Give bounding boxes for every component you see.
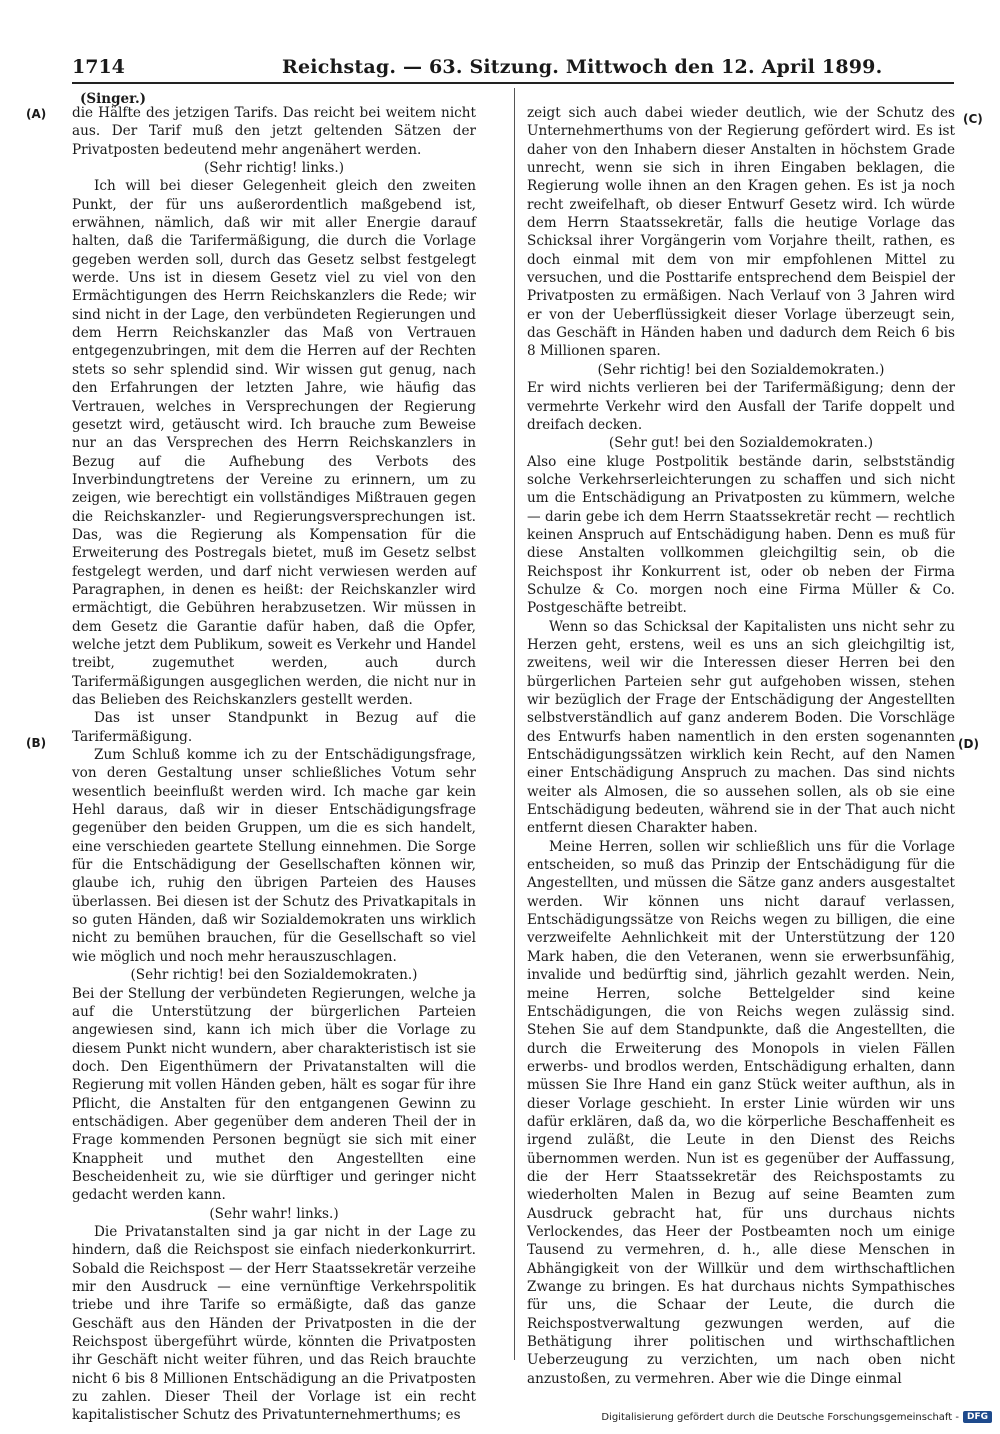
paragraph: Zum Schluß komme ich zu der Entschädigungsfrage, von deren Gestaltung unser schließliches Votum sehr wesentlich beeinflußt werden wird. Ich mache gar kein Hehl daraus, daß wir in dieser Entschädigungsfrage gegenüber den beiden Gruppen, um die es sich handelt, eine verschieden geartete Stellung einnehmen. Die Sorge für die Entschädigung der Gesellschaften können wir, glaube ich, ruhig den übrigen Parteien des Hauses überlassen. Bei diesen ist der Schutz des Privatkapitals in so guten Händen, daß wir Sozialdemokraten uns wirklich nicht zu bemühen brauchen, für die Gesellschaft so viel wie möglich und noch mehr herauszuschlagen. (72, 747, 476, 965)
margin-letter-a: (A) (26, 107, 47, 121)
paragraph: Die Privatanstalten sind ja gar nicht in der Lage zu hindern, daß die Reichspost sie einfach niederkonkurrirt. Sobald die Reichspost — der Herr Staatssekretär verzeihe mir den Ausdruck — eine vernünftige Verkehrspolitik triebe und ihre Tarife so ermäßigte, daß das ganze Geschäft aus den Händen der Privatposten in die der Reichspost übergeführt würde, könnten die Privatposten ihr Geschäft nicht weiter führen, und das Reich brauchte nicht 6 bis 8 Millionen Entschädigung an die Privatposten zu zahlen. Dieser Theil der Vorlage ist ein recht kapitalistischer Schutz des Privatunternehmerthums; es (72, 1223, 476, 1424)
paragraph: Ich will bei dieser Gelegenheit gleich den zweiten Punkt, der für uns außerordentlich maßgebend ist, erwähnen, nämlich, daß wir mit aller Energie darauf halten, daß die Tarifermäßigung, die durch die Vorlage gegeben werden soll, durch das Gesetz selbst festgelegt werde. Uns ist in diesem Gesetz viel zu viel von den Ermächtigungen des Herrn Reichskanzlers die Rede; wir sind nicht in der Lage, den verbündeten Regierungen und dem Herrn Reichskanzler das Maß von Vertrauen entgegenzubringen, mit dem die Herren auf der Rechten stets so sehr splendid sind. Wir wissen gut genug, nach den Erfahrungen der letzten Jahre, wie häufig das Vertrauen, welches in Versprechungen der Regierung gesetzt wird, getäuscht wird. Ich brauche zum Beweise nur an das Versprechen des Herrn Reichskanzlers in Bezug auf die Aufhebung des Verbots des Inverbindungtretens der Vereine zu erinnern, um zu zeigen, wie berechtigt ein vollständiges Mißtrauen gegen die Reichskanzler- und Regierungsversprechungen ist. Das, was die Regierung als Kompensation für die Erweiterung des Postregals bietet, muß im Gesetz selbst festgelegt werden, und darf nicht verwiesen werden auf Paragraphen, in denen es heißt: der Reichskanzler wird ermächtigt, die Gebühren herabzusetzen. Wir müssen in dem Gesetz die Garantie dafür haben, daß die Opfer, welche jetzt dem Publikum, soweit es Verkehr und Handel treibt, zugemuthet werden, auch durch Tarifermäßigungen ausgeglichen werden, die nicht nur in das Belieben des Reichskanzlers gestellt werden. (72, 178, 476, 708)
paragraph: Bei der Stellung der verbündeten Regierungen, welche ja auf die Unterstützung der bürgerlichen Parteien angewiesen sind, kann ich mich über die Vorlage zu diesem Punkt nicht wundern, aber charakteristisch ist sie doch. Den Eigenthümern der Privatanstalten will die Regierung mit vollen Händen geben, hält es sogar für ihre Pflicht, die Anstalten für den entgangenen Gewinn zu entschädigen. Aber gegenüber dem anderen Theil der in Frage kommenden Personen begnügt sie sich mit einer Knappheit und muthet den Angestellten eine Bescheidenheit zu, wie sie dürftiger und geringer nicht gedacht werden kann. (72, 985, 476, 1204)
paragraph: Wenn so das Schicksal der Kapitalisten uns nicht sehr zu Herzen geht, erstens, weil es uns an sich gleichgiltig ist, zweitens, weil wir die Interessen dieser Herren bei den bürgerlichen Parteien sehr gut aufgehoben wissen, stehen wir bezüglich der Frage der Entschädigung der Angestellten selbstverständlich auf ganz anderem Boden. Die Vorschläge des Entwurfs haben namentlich in den ersten sogenannten Entschädigungssätzen wirklich kein Recht, auf den Namen einer Entschädigung Anspruch zu machen. Das sind nichts weiter als Almosen, die so aussehen sollen, als ob sie eine Entschädigung bedeuten, während sie in der That auch nicht entfernt diesen Charakter haben. (527, 618, 955, 837)
margin-letter-c: (C) (963, 112, 983, 126)
footer-text: Digitalisierung gefördert durch die Deutsche Forschungsgemeinschaft - (601, 1411, 959, 1423)
dfg-logo: DFG (963, 1411, 992, 1423)
margin-letter-b: (B) (26, 736, 47, 750)
page-number: 1714 (72, 56, 125, 78)
right-column (527, 104, 955, 1388)
interjection: (Sehr wahr! links.) (209, 1205, 339, 1222)
interjection: (Sehr richtig! links.) (203, 160, 345, 177)
interjection: (Sehr richtig! bei den Sozialdemokraten.) (130, 967, 418, 984)
column-divider (514, 88, 515, 1360)
paragraph: die Hälfte des jetzigen Tarifs. Das reicht bei weitem nicht aus. Der Tarif muß den jetzt geltenden Sätzen der Privatposten bedeutend mehr angenähert werden. (72, 105, 476, 158)
paragraph: Er wird nichts verlieren bei der Tarifermäßigung; denn der vermehrte Verkehr wird den Ausfall der Tarife doppelt und dreifach decken. (527, 380, 955, 433)
speaker-name: (Singer.) (80, 91, 147, 107)
interjection: (Sehr gut! bei den Sozialdemokraten.) (608, 435, 874, 452)
paragraph: zeigt sich auch dabei wieder deutlich, wie der Schutz des Unternehmerthums von der Regierung gefördert wird. Es ist daher von den Inhabern dieser Anstalten in höchstem Grade unrecht, wenn sie sich in ihren Eingaben beklagen, die Regierung wolle ihnen an den Kragen gehen. Es ist ja noch recht zweifelhaft, ob dieser Entwurf Gesetz wird. Ich würde dem Herrn Staatssekretär, falls die heutige Vorlage das Schicksal ihrer Vorgängerin vom Vorjahre theilt, rathen, es doch einmal mit dem von mir empfohlenen Mittel zu versuchen, und die Posttarife entsprechend dem Beispiel der Privatposten zu ermäßigen. Nach Verlauf von 3 Jahren wird er von der Ueberflüssigkeit dieser Vorlage überzeugt sein, das Geschäft in Händen haben und dadurch dem Reich 6 bis 8 Millionen sparen. (527, 105, 955, 360)
paragraph: Also eine kluge Postpolitik bestände darin, selbstständig solche Verkehrserleichterungen zu schaffen und sich nicht um die Entschädigung an Privatposten zu kümmern, welche — darin gebe ich dem Herrn Staatssekretär recht — rechtlich keinen Anspruch auf Entschädigung haben. Denn es muß für diese Anstalten vollkommen gleichgiltig sein, ob die Reichspost ihr Konkurrent ist, oder ob neben der Firma Schulze & Co. morgen noch eine Firma Müller & Co. Postgeschäfte betreibt. (527, 453, 955, 617)
footer-credit (601, 1411, 992, 1423)
left-column (72, 104, 476, 1425)
page-header (72, 52, 954, 84)
margin-letter-d: (D) (958, 737, 979, 751)
paragraph: Meine Herren, sollen wir schließlich uns für die Vorlage entscheiden, so muß das Prinzip der Entschädigung für die Angestellten, und müssen die Sätze ganz anders ausgestaltet werden. Wir können uns nicht darauf verlassen, Entschädigungssätze von Reichs wegen zu billigen, die eine verzweifelte Aehnlichkeit mit der Unterstützung der 120 Mark haben, die den Veteranen, wenn sie erwerbsunfähig, invalide und bedürftig sind, jährlich gezahlt werden. Nein, meine Herren, solche Bettelgelder sind keine Entschädigungen, die von Reichs wegen zulässig sind. Stehen Sie auf dem Standpunkte, daß die Angestellten, die durch die Erweiterung des Monopols in vielen Fällen erwerbs- und brodlos werden, Entschädigung erhalten, dann müssen Sie Ihre Hand ein ganz Stück weiter aufthun, als in dieser Vorlage geschieht. In erster Linie würden wir uns dafür erklären, daß da, wo die körperliche Beschaffenheit es irgend zuläßt, die Leute in den Dienst des Reichs übernommen werden. Nun ist es gegenüber der Auffassung, die der Herr Staatssekretär des Reichspostamts zu wiederholten Malen in Bezug auf seine Beamten zum Ausdruck gebracht hat, für uns durchaus nichts Verlockendes, das Heer der Postbeamten noch um einige Tausend zu vermehren, d. h., alle diese Menschen in Abhängigkeit von der Willkür und dem wirthschaftlichen Zwange zu bringen. Es hat durchaus nichts Sympathisches für uns, die Schaar der Leute, die durch die Reichspostverwaltung gezwungen werden, auf die Bethätigung ihrer politischen und wirthschaftlichen Ueberzeugung zu verzichten, um nach oben nicht anzustoßen, zu vermehren. Aber wie die Dinge einmal (527, 838, 955, 1387)
paragraph: Das ist unser Standpunkt in Bezug auf die Tarifermäßigung. (72, 710, 476, 745)
interjection: (Sehr richtig! bei den Sozialdemokraten.) (597, 361, 885, 378)
running-head: Reichstag. — 63. Sitzung. Mittwoch den 12. April 1899. (282, 56, 883, 78)
